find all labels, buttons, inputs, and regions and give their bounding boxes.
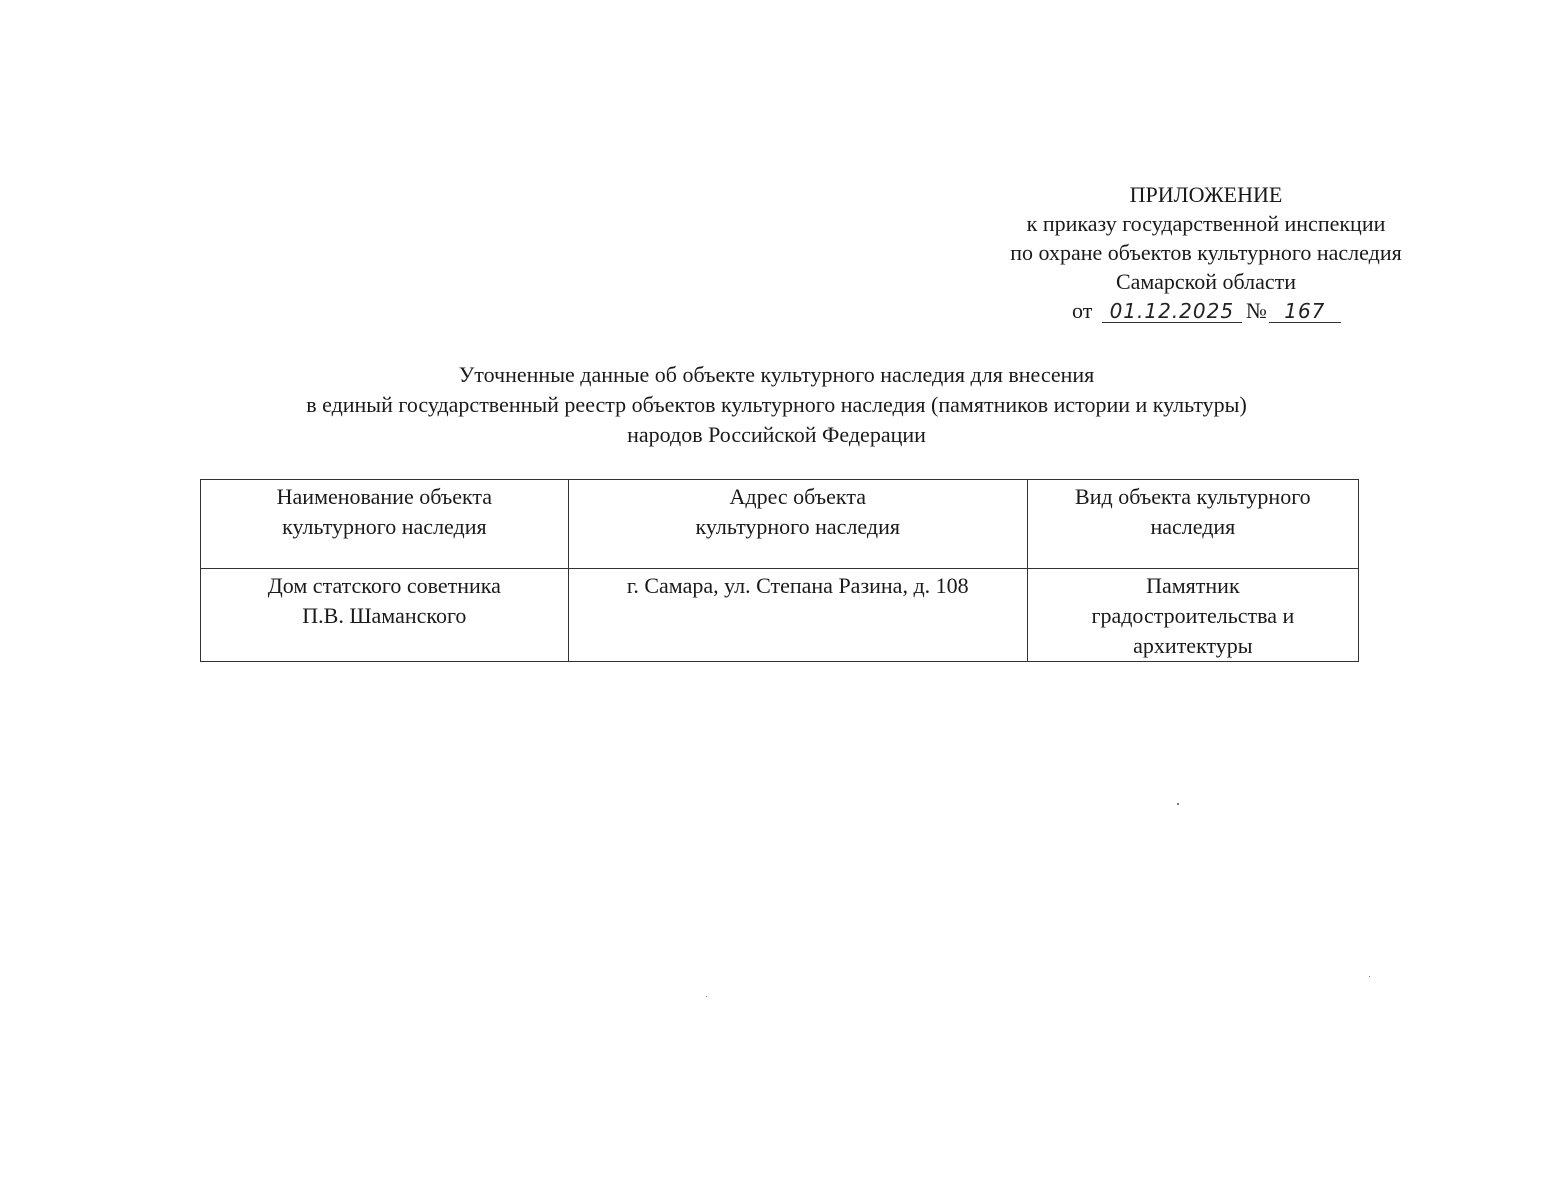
appendix-line-2: по охране объектов культурного наследия: [1010, 240, 1402, 265]
date-prefix: от: [1072, 298, 1093, 323]
document-title-line-1: Уточненные данные об объекте культурного наследия для внесения: [458, 362, 1095, 387]
heritage-object-table: [200, 479, 1359, 662]
document-title-line-3: народов Российской Федерации: [627, 422, 926, 447]
cell-object-type: Памятник градостроительства и архитектуры: [1027, 569, 1358, 662]
appendix-line-3: Самарской области: [1115, 269, 1297, 294]
appendix-line-1: к приказу государственной инспекции: [1026, 211, 1386, 236]
header-object-name: Наименование объекта культурного наследия: [201, 480, 569, 569]
order-reference: [1072, 296, 1452, 325]
appendix-title: ПРИЛОЖЕНИЕ: [1129, 182, 1283, 207]
header-object-type: Вид объекта культурного наследия: [1027, 480, 1358, 569]
document-title-line-2: в единый государственный реестр объектов культурного наследия (памятников истории и культуры): [306, 392, 1247, 417]
order-date: 01.12.2025: [1102, 300, 1242, 323]
table-header-row: [201, 480, 1359, 569]
scan-speck: [1177, 803, 1179, 805]
table-row: [201, 569, 1359, 662]
appendix-block: [960, 180, 1452, 325]
order-number: 167: [1269, 300, 1341, 323]
cell-object-name: Дом статского советника П.В. Шаманского: [201, 569, 569, 662]
cell-object-address: г. Самара, ул. Степана Разина, д. 108: [568, 569, 1027, 662]
header-object-address: Адрес объекта культурного наследия: [568, 480, 1027, 569]
scan-speck: [706, 996, 707, 997]
scan-speck: [1369, 976, 1370, 977]
number-prefix: №: [1245, 298, 1267, 323]
document-title: [150, 360, 1403, 450]
